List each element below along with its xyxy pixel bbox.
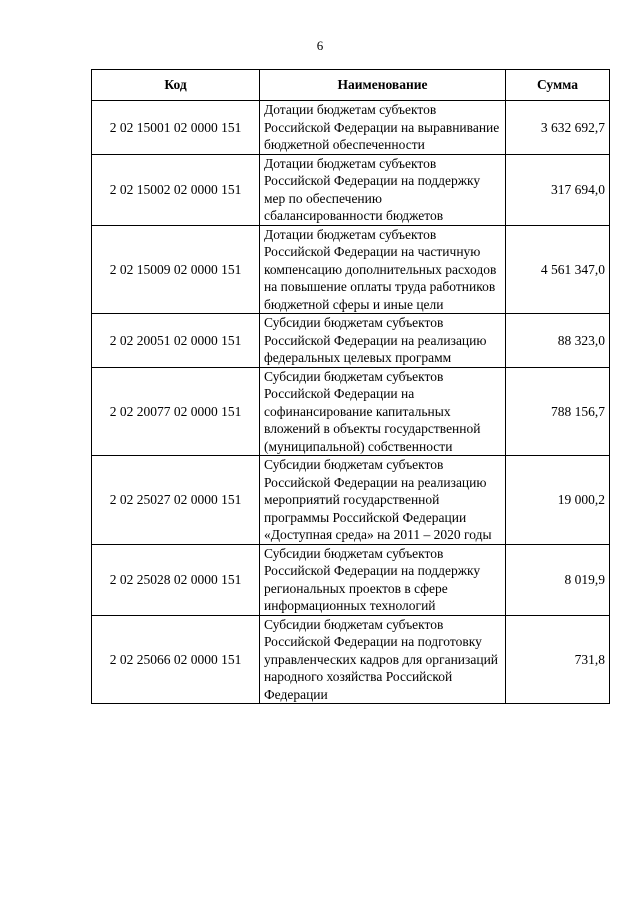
- row-name: Субсидии бюджетам субъектов Российской Федерации на реализацию федеральных целевых программ: [260, 314, 506, 368]
- page-number: 6: [316, 38, 324, 53]
- header-sum: Сумма: [506, 70, 610, 101]
- row-sum: 19 000,2: [506, 456, 610, 545]
- table-row: [92, 367, 610, 456]
- table-header-row: [92, 70, 610, 101]
- budget-table: [91, 69, 610, 704]
- row-name: Субсидии бюджетам субъектов Российской Федерации на реализацию мероприятий государственной программы Российской Федерации «Доступная среда» на 2011 – 2020 годы: [260, 456, 506, 545]
- header-name: Наименование: [260, 70, 506, 101]
- row-name: Субсидии бюджетам субъектов Российской Федерации на софинансирование капитальных вложений в объекты государственной (муниципальной) собственности: [260, 367, 506, 456]
- row-code: 2 02 25066 02 0000 151: [92, 615, 260, 704]
- row-code: 2 02 25027 02 0000 151: [92, 456, 260, 545]
- row-sum: 8 019,9: [506, 544, 610, 615]
- row-name: Дотации бюджетам субъектов Российской Федерации на поддержку мер по обеспечению сбалансированности бюджетов: [260, 154, 506, 225]
- row-code: 2 02 15009 02 0000 151: [92, 225, 260, 314]
- row-sum: 88 323,0: [506, 314, 610, 368]
- row-code: 2 02 15002 02 0000 151: [92, 154, 260, 225]
- row-code: 2 02 25028 02 0000 151: [92, 544, 260, 615]
- row-name: Субсидии бюджетам субъектов Российской Федерации на подготовку управленческих кадров для организаций народного хозяйства Российской Федерации: [260, 615, 506, 704]
- table-row: [92, 154, 610, 225]
- table-row: [92, 615, 610, 704]
- header-code: Код: [92, 70, 260, 101]
- row-name: Дотации бюджетам субъектов Российской Федерации на выравнивание бюджетной обеспеченности: [260, 101, 506, 155]
- table-row: [92, 456, 610, 545]
- row-code: 2 02 20077 02 0000 151: [92, 367, 260, 456]
- row-sum: 788 156,7: [506, 367, 610, 456]
- row-sum: 731,8: [506, 615, 610, 704]
- table-row: [92, 544, 610, 615]
- row-code: 2 02 15001 02 0000 151: [92, 101, 260, 155]
- table-row: [92, 314, 610, 368]
- row-sum: 4 561 347,0: [506, 225, 610, 314]
- row-name: Дотации бюджетам субъектов Российской Федерации на частичную компенсацию дополнительных расходов на повышение оплаты труда работников бюджетной сферы и иные цели: [260, 225, 506, 314]
- table-row: [92, 101, 610, 155]
- row-name: Субсидии бюджетам субъектов Российской Федерации на поддержку региональных проектов в сфере информационных технологий: [260, 544, 506, 615]
- row-sum: 317 694,0: [506, 154, 610, 225]
- table-row: [92, 225, 610, 314]
- row-sum: 3 632 692,7: [506, 101, 610, 155]
- row-code: 2 02 20051 02 0000 151: [92, 314, 260, 368]
